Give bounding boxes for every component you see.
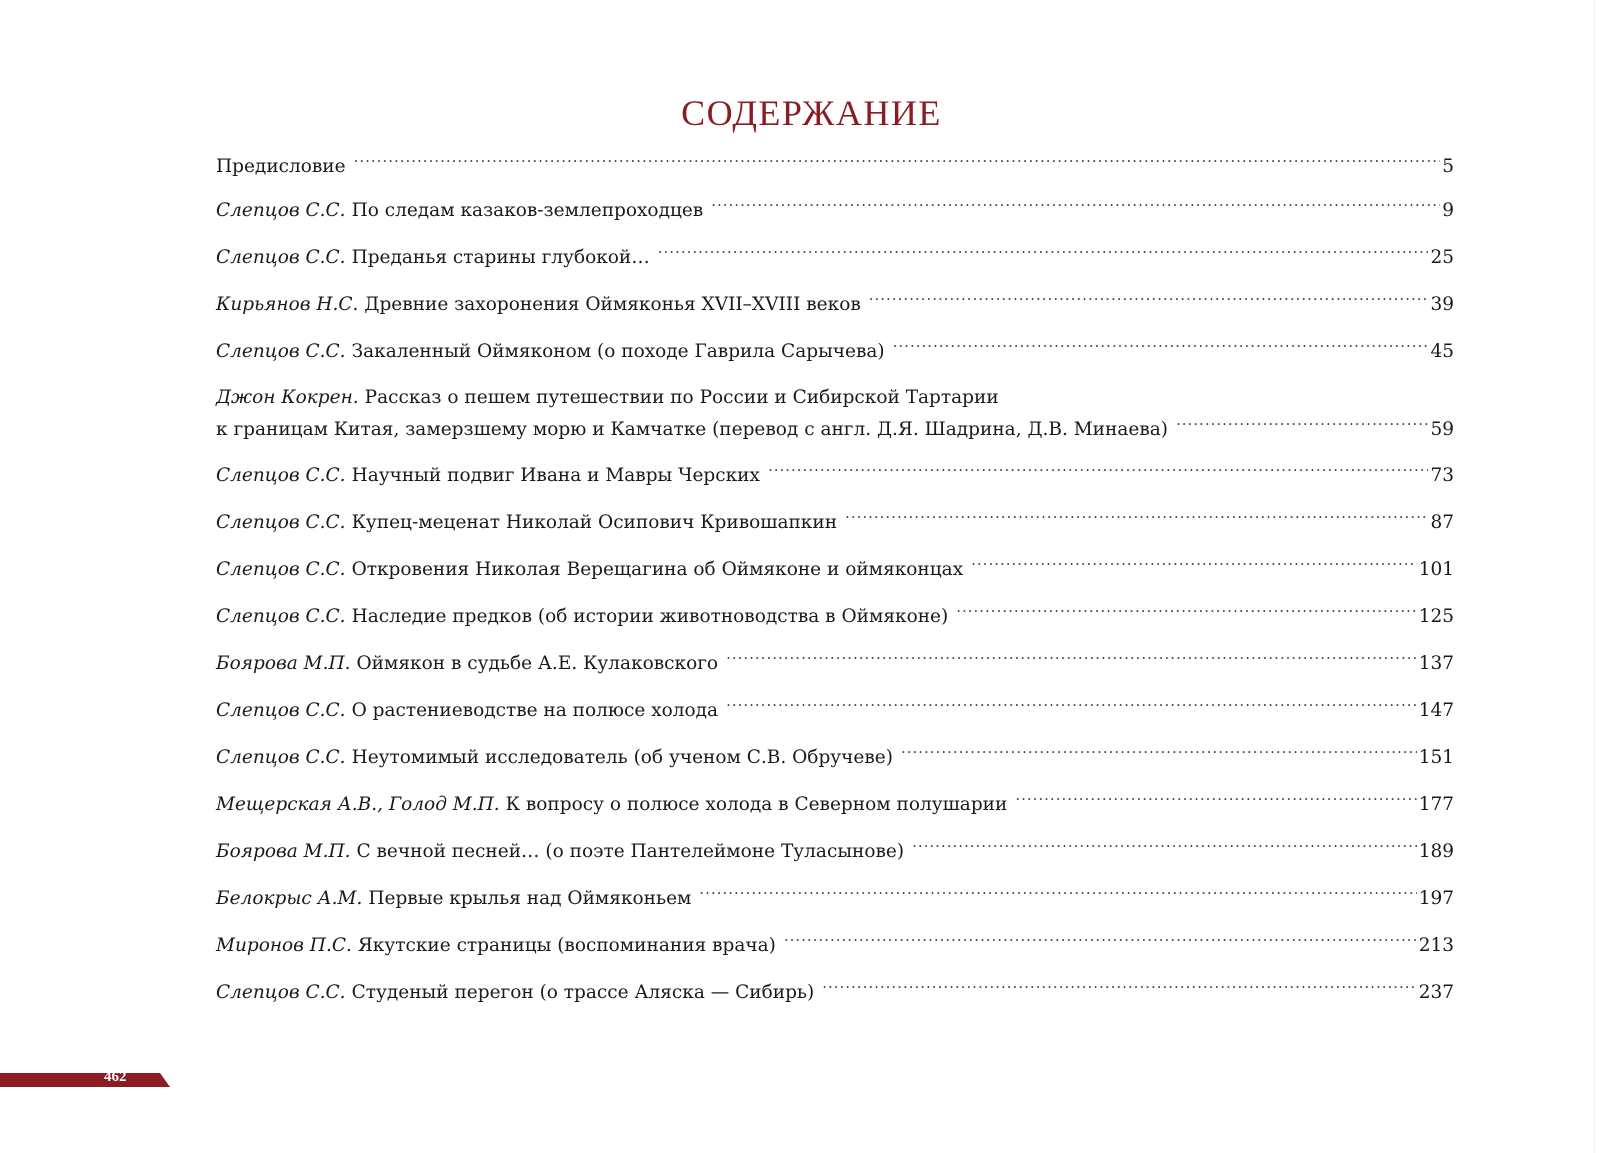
entry-author: Белокрыс А.М. xyxy=(216,888,363,909)
entry-author: Слепцов С.С. xyxy=(216,982,346,1003)
entry-title: Научный подвиг Ивана и Мавры Черских xyxy=(351,465,760,486)
dot-leader xyxy=(912,835,1417,857)
page-number: 39 xyxy=(1430,294,1454,315)
entry-author: Слепцов С.С. xyxy=(216,247,346,268)
dot-leader xyxy=(354,150,1441,172)
dot-leader xyxy=(845,506,1428,528)
page-number: 147 xyxy=(1418,700,1454,721)
toc-entry[interactable] xyxy=(216,741,1454,773)
toc-entry[interactable] xyxy=(216,835,1454,867)
dot-leader xyxy=(971,553,1417,575)
entry-title: Неутомимый исследователь (об ученом С.В. Обручеве) xyxy=(351,747,893,768)
entry-title: Рассказ о пешем путешествии по России и Сибирской Тартарии xyxy=(364,387,999,408)
toc-entry[interactable] xyxy=(216,335,1454,367)
entry-title: К вопросу о полюсе холода в Северном полушарии xyxy=(505,794,1008,815)
page-number: 87 xyxy=(1430,512,1454,533)
dot-leader xyxy=(784,929,1417,951)
dot-leader xyxy=(1015,788,1416,810)
entry-title-continued: к границам Китая, замерзшему морю и Камчатке (перевод с англ. Д.Я. Шадрина, Д.В. Минаева) xyxy=(216,419,1168,440)
entry-title: Древние захоронения Оймяконья XVII–XVIII веков xyxy=(364,294,861,315)
page-edge-divider xyxy=(1594,0,1595,1153)
dot-leader xyxy=(822,976,1416,998)
entry-author: Слепцов С.С. xyxy=(216,559,346,580)
entry-author: Боярова М.П. xyxy=(216,841,351,862)
page-number: 151 xyxy=(1418,747,1454,768)
page-number: 197 xyxy=(1418,888,1454,909)
entry-title: Первые крылья над Оймяконьем xyxy=(368,888,692,909)
dot-leader xyxy=(901,741,1417,763)
toc-entry[interactable] xyxy=(216,194,1454,226)
toc-entry[interactable] xyxy=(216,553,1454,585)
page-number: 25 xyxy=(1430,247,1454,268)
entry-title: О растениеводстве на полюсе холода xyxy=(351,700,719,721)
toc-entry-two-line[interactable] xyxy=(216,383,1454,445)
page-number: 101 xyxy=(1418,559,1454,580)
dot-leader xyxy=(956,600,1416,622)
toc-entry[interactable] xyxy=(216,241,1454,273)
entry-title: Якутские страницы (воспоминания врача) xyxy=(357,935,776,956)
entry-title: Купец-меценат Николай Осипович Кривошапкин xyxy=(351,512,838,533)
page-number: 73 xyxy=(1430,465,1454,486)
toc-entry[interactable] xyxy=(216,929,1454,961)
footer-accent-bar xyxy=(0,1073,170,1087)
page-folio-number: 462 xyxy=(104,1069,127,1085)
page-number: 59 xyxy=(1430,419,1454,440)
page-number: 137 xyxy=(1418,653,1454,674)
toc-entry[interactable] xyxy=(216,694,1454,726)
entry-title: Наследие предков (об истории животноводства в Оймяконе) xyxy=(351,606,949,627)
entry-author: Мещерская А.В., Голод М.П. xyxy=(216,794,500,815)
page-title: СОДЕРЖАНИЕ xyxy=(681,93,942,133)
page-number: 45 xyxy=(1430,341,1454,362)
page-number: 9 xyxy=(1442,200,1454,221)
entry-title: Студеный перегон (о трассе Аляска — Сибирь) xyxy=(351,982,815,1003)
dot-leader xyxy=(726,647,1417,669)
table-of-contents xyxy=(216,150,1454,1003)
toc-entry[interactable] xyxy=(216,788,1454,820)
dot-leader xyxy=(658,241,1429,263)
entry-author: Слепцов С.С. xyxy=(216,606,346,627)
entry-author: Слепцов С.С. xyxy=(216,747,346,768)
entry-author: Слепцов С.С. xyxy=(216,200,346,221)
entry-title: Предисловие xyxy=(216,156,346,177)
page-number: 177 xyxy=(1418,794,1454,815)
dot-leader xyxy=(699,882,1416,904)
entry-title: Преданья старины глубокой… xyxy=(351,247,650,268)
page-number: 189 xyxy=(1418,841,1454,862)
dot-leader xyxy=(1176,413,1428,435)
page-number: 237 xyxy=(1418,982,1454,1003)
entry-author: Слепцов С.С. xyxy=(216,512,346,533)
toc-entry[interactable] xyxy=(216,459,1454,491)
dot-leader xyxy=(768,459,1429,481)
entry-author: Миронов П.С. xyxy=(216,935,352,956)
toc-entry[interactable] xyxy=(216,506,1454,538)
toc-entry[interactable] xyxy=(216,600,1454,632)
entry-author: Слепцов С.С. xyxy=(216,700,346,721)
entry-title: С вечной песней… (о поэте Пантелеймоне Туласынове) xyxy=(356,841,905,862)
entry-author: Слепцов С.С. xyxy=(216,465,346,486)
dot-leader xyxy=(726,694,1417,716)
toc-entry-preface[interactable] xyxy=(216,150,1454,182)
toc-entry[interactable] xyxy=(216,882,1454,914)
entry-author: Джон Кокрен. xyxy=(216,387,359,408)
entry-title: По следам казаков-землепроходцев xyxy=(351,200,704,221)
toc-entry[interactable] xyxy=(216,976,1454,1008)
page-number: 125 xyxy=(1418,606,1454,627)
toc-entry[interactable] xyxy=(216,288,1454,320)
entry-title: Откровения Николая Верещагина об Оймяконе и оймяконцах xyxy=(351,559,964,580)
toc-entry[interactable] xyxy=(216,647,1454,679)
dot-leader xyxy=(893,335,1429,357)
entry-author: Слепцов С.С. xyxy=(216,341,346,362)
entry-title: Оймякон в судьбе А.Е. Кулаковского xyxy=(356,653,719,674)
entry-title: Закаленный Оймяконом (о походе Гаврила Сарычева) xyxy=(351,341,885,362)
page-number: 5 xyxy=(1442,156,1454,177)
entry-author: Кирьянов Н.С. xyxy=(216,294,359,315)
entry-author: Боярова М.П. xyxy=(216,653,351,674)
dot-leader xyxy=(711,194,1440,216)
page-number: 213 xyxy=(1418,935,1454,956)
dot-leader xyxy=(869,288,1429,310)
